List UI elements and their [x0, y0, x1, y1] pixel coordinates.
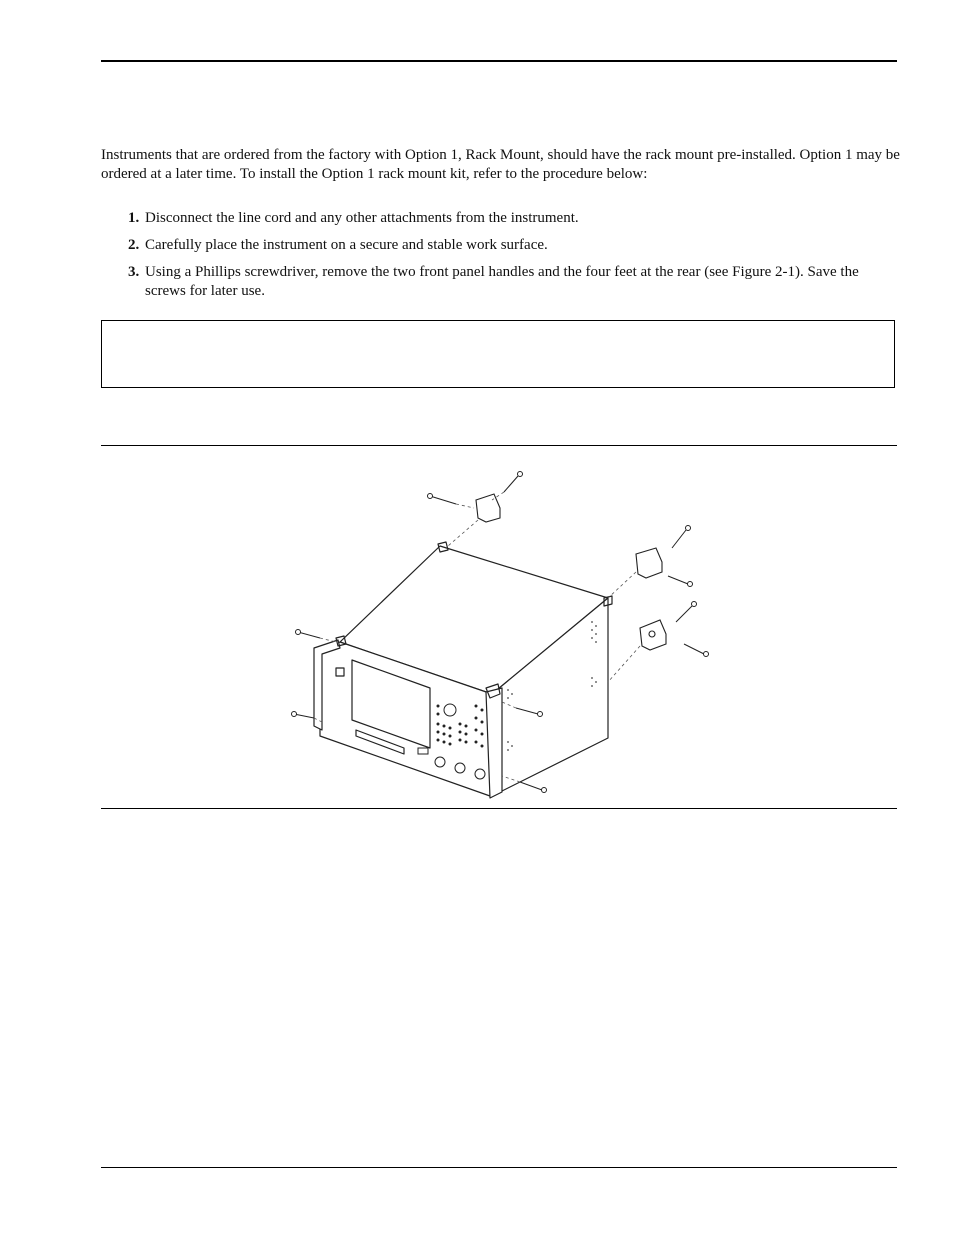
step-text: Disconnect the line cord and any other attachments from the instrument.: [145, 210, 579, 226]
step-number: 1.: [128, 210, 140, 226]
instrument-illustration: [280, 462, 720, 802]
step-number: 3.: [128, 264, 140, 280]
header-rule: [101, 60, 897, 62]
footer-rule: [101, 1167, 897, 1168]
step-number: 2.: [128, 237, 140, 253]
step-item: [128, 263, 888, 301]
figure-bottom-rule: [101, 808, 897, 809]
note-box: [101, 320, 895, 388]
step-text: Carefully place the instrument on a secure and stable work surface.: [145, 237, 548, 253]
step-item: [128, 209, 888, 228]
figure-top-rule: [101, 445, 897, 446]
procedure-steps: [128, 209, 888, 309]
step-text: Using a Phillips screwdriver, remove the two front panel handles and the four feet at the rear (see Figure 2-1). Save the screws for later use.: [145, 264, 859, 299]
step-item: [128, 236, 888, 255]
rack-mount-figure: [280, 462, 720, 802]
intro-paragraph: Instruments that are ordered from the factory with Option 1, Rack Mount, should have the rack mount pre-installed. Option 1 may be ordered at a later time. To install the Option 1 rack mount kit, refer to the procedure below:: [101, 147, 900, 182]
